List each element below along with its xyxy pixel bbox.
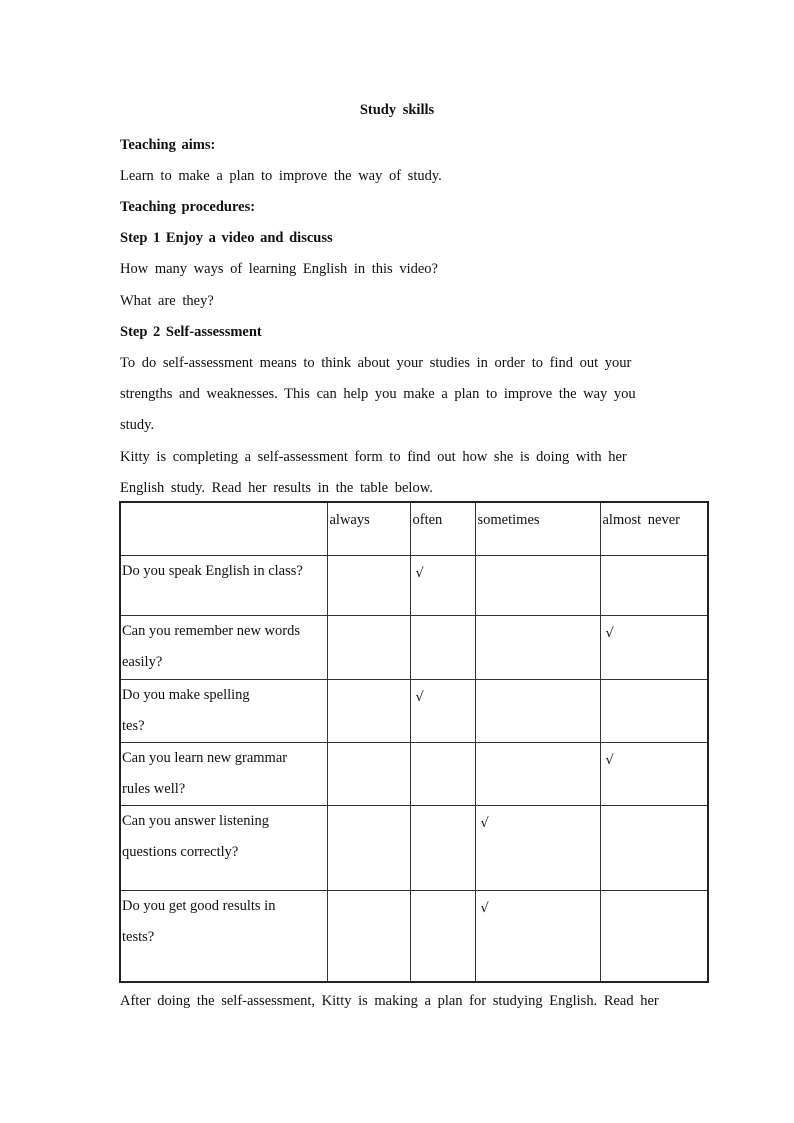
mark-cell xyxy=(600,890,708,982)
question-cell: Do you speak English in class? xyxy=(120,555,327,615)
header-cell-almost-never: almost never xyxy=(600,502,708,555)
table-header-row xyxy=(120,502,708,555)
paragraph-2-line-1: Kitty is completing a self-assessment form to find out how she is doing with her xyxy=(120,449,627,465)
step1-heading: Step 1 Enjoy a video and discuss xyxy=(120,230,333,246)
header-cell-sometimes: sometimes xyxy=(475,502,600,555)
mark-cell xyxy=(475,679,600,742)
mark-cell xyxy=(327,805,410,890)
mark-cell: √ xyxy=(600,615,708,679)
mark-cell xyxy=(475,615,600,679)
teaching-procedures-heading: Teaching procedures: xyxy=(120,199,256,215)
mark-cell xyxy=(327,679,410,742)
question-cell: Can you answer listening questions correctly? xyxy=(120,805,327,890)
teaching-aims-text: Learn to make a plan to improve the way of study. xyxy=(120,168,442,184)
mark-cell xyxy=(410,805,475,890)
table-row xyxy=(120,890,708,982)
mark-cell xyxy=(327,615,410,679)
step2-heading: Step 2 Self-assessment xyxy=(120,324,262,340)
table-row xyxy=(120,679,708,742)
mark-cell xyxy=(327,555,410,615)
mark-cell xyxy=(410,615,475,679)
step1-question-1: How many ways of learning English in this video? xyxy=(120,261,438,277)
mark-cell xyxy=(327,890,410,982)
header-cell-always: always xyxy=(327,502,410,555)
mark-cell xyxy=(410,890,475,982)
mark-cell xyxy=(475,742,600,805)
table-row xyxy=(120,742,708,805)
paragraph-1-line-1: To do self-assessment means to think about your studies in order to find out your xyxy=(120,355,632,371)
mark-cell xyxy=(600,679,708,742)
mark-cell: √ xyxy=(410,555,475,615)
header-cell-empty xyxy=(120,502,327,555)
page-title: Study skills xyxy=(359,102,435,118)
table-row xyxy=(120,805,708,890)
question-cell: Do you make spelling tes? xyxy=(120,679,327,742)
paragraph-2-line-2: English study. Read her results in the table below. xyxy=(120,480,433,496)
mark-cell xyxy=(410,742,475,805)
paragraph-1-line-3: study. xyxy=(120,417,155,433)
mark-cell: √ xyxy=(475,805,600,890)
question-cell: Can you learn new grammar rules well? xyxy=(120,742,327,805)
header-cell-often: often xyxy=(410,502,475,555)
table-row xyxy=(120,555,708,615)
mark-cell: √ xyxy=(475,890,600,982)
question-cell: Do you get good results in tests? xyxy=(120,890,327,982)
self-assessment-table xyxy=(119,501,709,983)
table-row xyxy=(120,615,708,679)
paragraph-1-line-2: strengths and weaknesses. This can help you make a plan to improve the way you xyxy=(120,386,636,402)
step1-question-2: What are they? xyxy=(120,293,214,309)
mark-cell xyxy=(327,742,410,805)
mark-cell: √ xyxy=(410,679,475,742)
mark-cell xyxy=(475,555,600,615)
after-assessment-line: After doing the self-assessment, Kitty is making a plan for studying English. Read her xyxy=(120,993,659,1009)
mark-cell xyxy=(600,555,708,615)
mark-cell: √ xyxy=(600,742,708,805)
question-cell: Can you remember new words easily? xyxy=(120,615,327,679)
teaching-aims-heading: Teaching aims: xyxy=(120,137,216,153)
mark-cell xyxy=(600,805,708,890)
